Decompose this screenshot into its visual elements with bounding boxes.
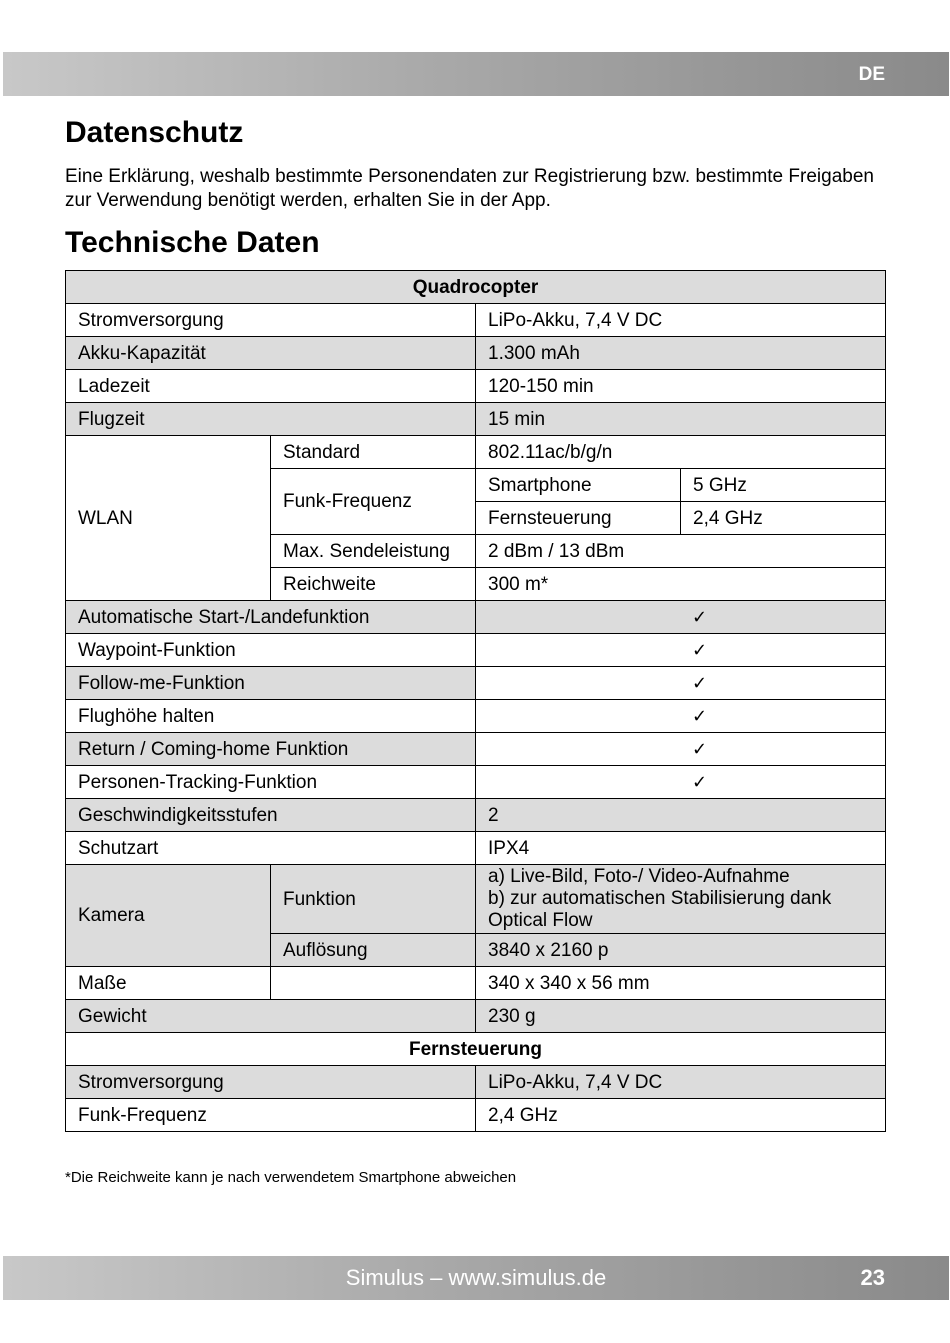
specs-heading: Technische Daten bbox=[65, 226, 320, 259]
row-label: Waypoint-Funktion bbox=[66, 634, 476, 667]
header-bar bbox=[3, 52, 949, 96]
table-row bbox=[66, 304, 886, 337]
row-value: 1.300 mAh bbox=[476, 337, 886, 370]
checkmark-icon: ✓ bbox=[476, 733, 886, 766]
table-row bbox=[66, 667, 886, 700]
privacy-heading: Datenschutz bbox=[65, 116, 244, 149]
row-sublabel: Reichweite bbox=[271, 568, 476, 601]
remote-section-header: Fernsteuerung bbox=[66, 1033, 886, 1066]
table-row bbox=[66, 967, 886, 1000]
row-sublabel: Standard bbox=[271, 436, 476, 469]
row-sublabel: Smartphone bbox=[476, 469, 681, 502]
footer-site: Simulus – www.simulus.de bbox=[345, 1265, 607, 1290]
empty-cell bbox=[271, 967, 476, 1000]
row-label: Ladezeit bbox=[66, 370, 476, 403]
table-row bbox=[66, 403, 886, 436]
table-row bbox=[66, 832, 886, 865]
table-row bbox=[66, 1099, 886, 1132]
row-label: Flughöhe halten bbox=[66, 700, 476, 733]
row-sublabel: Funktion bbox=[271, 865, 476, 934]
row-sublabel: Max. Sendeleistung bbox=[271, 535, 476, 568]
row-label: Stromversorgung bbox=[66, 1066, 476, 1099]
table-row bbox=[66, 601, 886, 634]
function-line: Optical Flow bbox=[488, 910, 593, 931]
footnote: *Die Reichweite kann je nach verwendetem Smartphone abweichen bbox=[65, 1169, 517, 1186]
row-value: 2,4 GHz bbox=[681, 502, 886, 535]
language-label: DE bbox=[858, 64, 885, 85]
row-value: 230 g bbox=[476, 1000, 886, 1033]
row-value: 5 GHz bbox=[681, 469, 886, 502]
row-label: Akku-Kapazität bbox=[66, 337, 476, 370]
row-label: Personen-Tracking-Funktion bbox=[66, 766, 476, 799]
table-row bbox=[66, 865, 886, 934]
row-label: Stromversorgung bbox=[66, 304, 476, 337]
table-row bbox=[66, 1000, 886, 1033]
row-label: Schutzart bbox=[66, 832, 476, 865]
row-label: Geschwindigkeitsstufen bbox=[66, 799, 476, 832]
row-value: LiPo-Akku, 7,4 V DC bbox=[476, 304, 886, 337]
table-row bbox=[66, 799, 886, 832]
row-sublabel: Fernsteuerung bbox=[476, 502, 681, 535]
page-number: 23 bbox=[860, 1265, 885, 1290]
row-sublabel: Auflösung bbox=[271, 934, 476, 967]
row-value: 340 x 340 x 56 mm bbox=[476, 967, 886, 1000]
row-value: 802.11ac/b/g/n bbox=[476, 436, 886, 469]
row-label: Follow-me-Funktion bbox=[66, 667, 476, 700]
camera-function-value bbox=[476, 865, 886, 934]
row-value: 120-150 min bbox=[476, 370, 886, 403]
row-value: 15 min bbox=[476, 403, 886, 436]
wlan-label: WLAN bbox=[66, 436, 271, 601]
table-row bbox=[66, 337, 886, 370]
specs-table bbox=[65, 270, 886, 1132]
row-label: Maße bbox=[66, 967, 271, 1000]
camera-label: Kamera bbox=[66, 865, 271, 967]
table-row bbox=[66, 733, 886, 766]
footer-bar bbox=[3, 1256, 949, 1300]
function-line: a) Live-Bild, Foto-/ Video-Aufnahme bbox=[488, 866, 790, 887]
row-sublabel: Funk-Frequenz bbox=[271, 469, 476, 535]
privacy-text: Eine Erklärung, weshalb bestimmte Personendaten zur Registrierung bzw. bestimmte Freigaben zur Verwendung benötigt werden, erhalten Sie in der App. bbox=[65, 166, 874, 211]
function-line: b) zur automatischen Stabilisierung dank bbox=[488, 888, 832, 909]
row-label: Return / Coming-home Funktion bbox=[66, 733, 476, 766]
table-row bbox=[66, 700, 886, 733]
table-row bbox=[66, 436, 886, 469]
row-value: 300 m* bbox=[476, 568, 886, 601]
row-label: Flugzeit bbox=[66, 403, 476, 436]
row-label: Funk-Frequenz bbox=[66, 1099, 476, 1132]
table-row bbox=[66, 370, 886, 403]
checkmark-icon: ✓ bbox=[476, 601, 886, 634]
checkmark-icon: ✓ bbox=[476, 667, 886, 700]
table-row bbox=[66, 1066, 886, 1099]
table-row bbox=[66, 271, 886, 304]
row-label: Gewicht bbox=[66, 1000, 476, 1033]
row-value: 2 bbox=[476, 799, 886, 832]
table-row bbox=[66, 1033, 886, 1066]
row-value: LiPo-Akku, 7,4 V DC bbox=[476, 1066, 886, 1099]
drone-section-header: Quadrocopter bbox=[66, 271, 886, 304]
table-row bbox=[66, 634, 886, 667]
row-value: 2,4 GHz bbox=[476, 1099, 886, 1132]
checkmark-icon: ✓ bbox=[476, 700, 886, 733]
checkmark-icon: ✓ bbox=[476, 766, 886, 799]
row-value: 2 dBm / 13 dBm bbox=[476, 535, 886, 568]
row-label: Automatische Start-/Landefunktion bbox=[66, 601, 476, 634]
table-row bbox=[66, 766, 886, 799]
row-value: 3840 x 2160 p bbox=[476, 934, 886, 967]
row-value: IPX4 bbox=[476, 832, 886, 865]
checkmark-icon: ✓ bbox=[476, 634, 886, 667]
